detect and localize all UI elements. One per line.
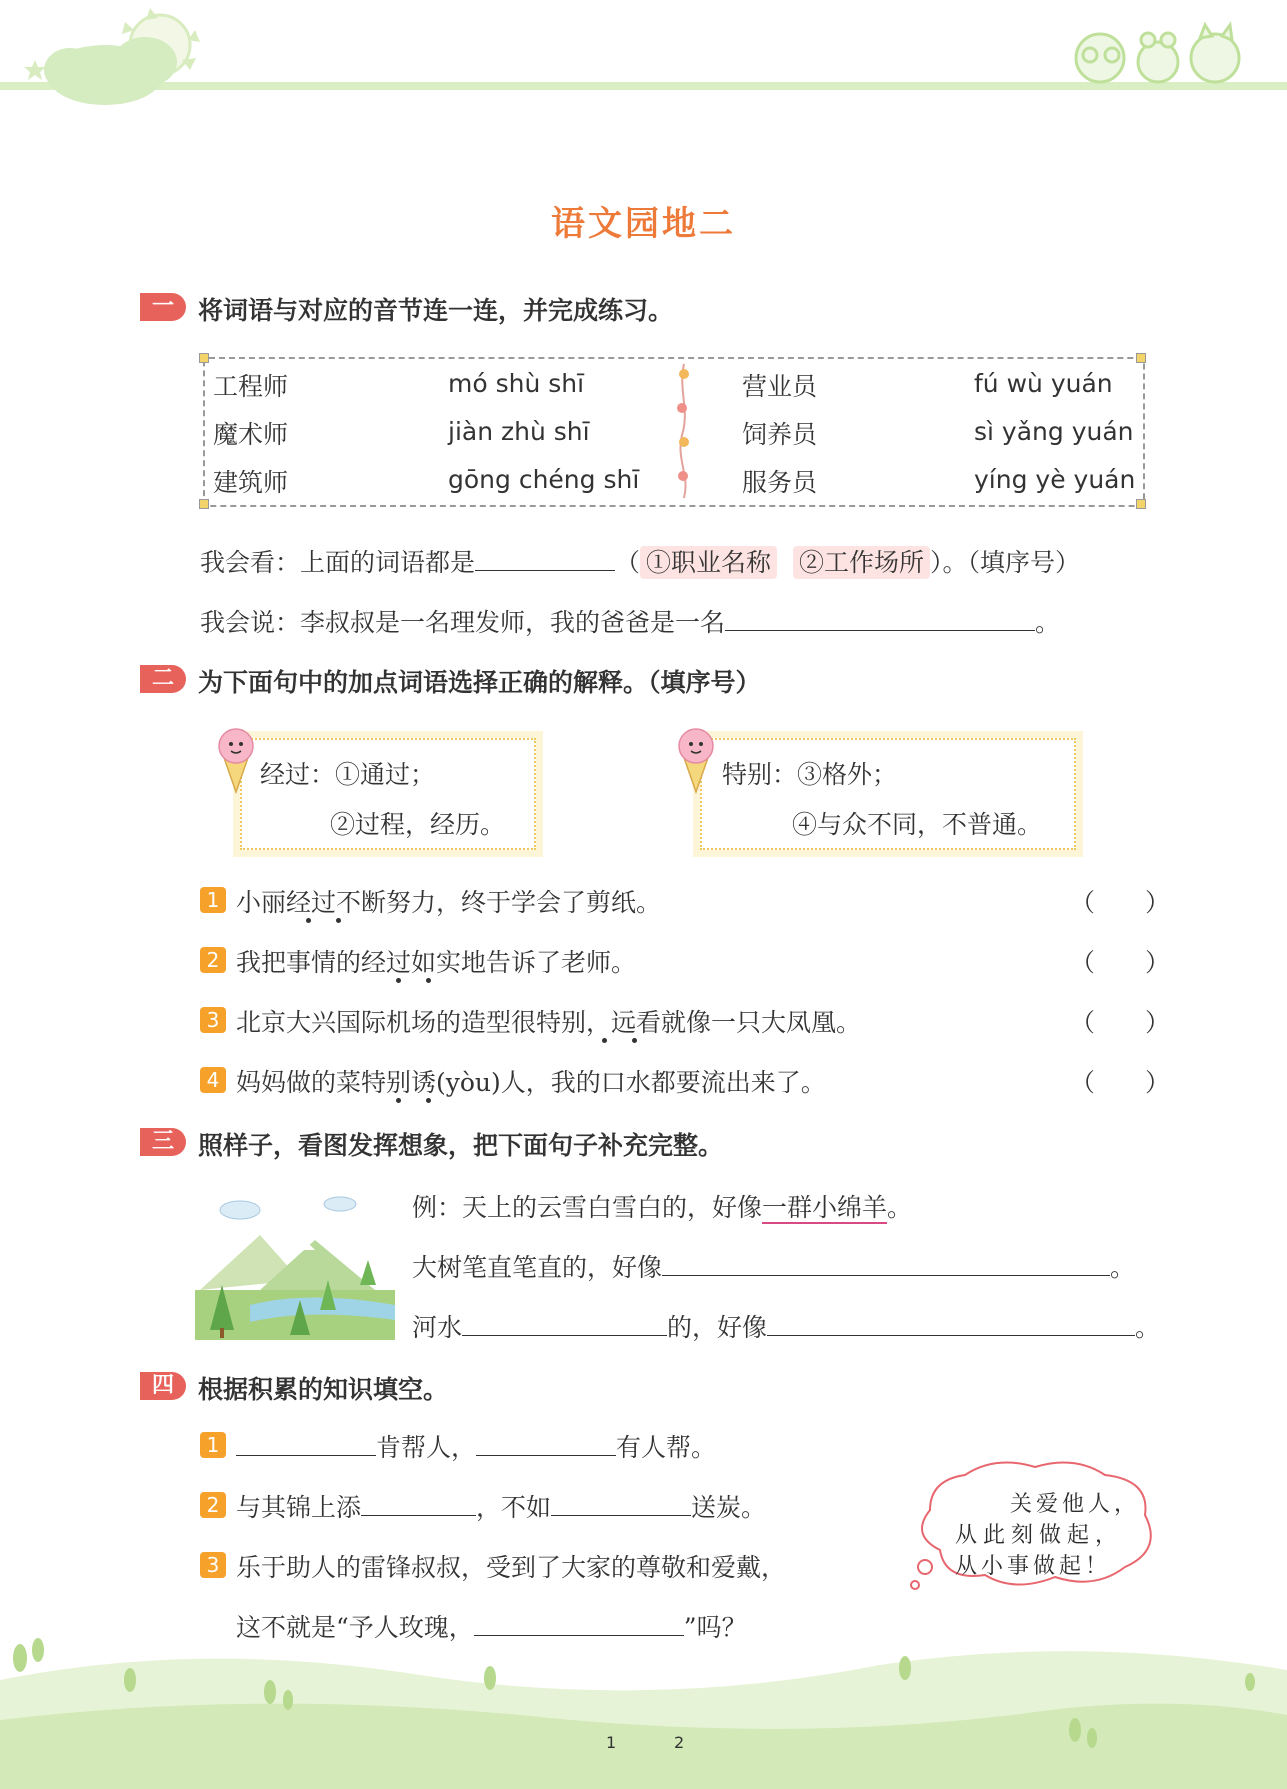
page-number-left: 1 (606, 1733, 617, 1752)
landscape-picture (190, 1190, 400, 1340)
word-right-2[interactable]: 饲养员 (742, 420, 818, 449)
item-badge: 2 (200, 1492, 226, 1518)
fill-line-3a: 乐于助人的雷锋叔叔，受到了大家的尊敬和爱戴， (236, 1553, 787, 1582)
say-prefix: 我会说：李叔叔是一名理发师，我的爸爸是一名 (200, 608, 726, 637)
look-answer-blank[interactable] (475, 548, 615, 571)
cloud-line: 关爱他人， (1010, 1492, 1141, 1517)
option-2-chip: ②工作场所 (793, 546, 930, 579)
cloud-icon (44, 37, 177, 105)
fill-blank[interactable] (551, 1493, 691, 1516)
sentence-line-3 (412, 1308, 1160, 1344)
section-1-badge: 一 (140, 293, 186, 321)
item1-mid: 肯帮人， (376, 1433, 477, 1462)
animal-friends-icon (1076, 25, 1239, 82)
word-left-3[interactable]: 建筑师 (213, 468, 289, 497)
fill-blank[interactable] (361, 1493, 476, 1516)
word-right-1[interactable]: 营业员 (742, 372, 818, 401)
question-text: 我把事情的经过如实地告诉了老师。 (236, 948, 637, 977)
star-icon (24, 60, 46, 80)
answer-parentheses[interactable]: （ ） (1070, 1008, 1171, 1037)
item-badge: 1 (200, 887, 226, 913)
ice-cream-icon (670, 722, 722, 794)
pinyin-left-3[interactable]: gōng chéng shī (448, 465, 640, 494)
box-corner (199, 499, 209, 509)
look-suffix: ）。（填序号） (929, 548, 1080, 577)
pinyin-left-2[interactable]: jiàn zhù shī (448, 417, 590, 446)
answer-parentheses[interactable]: （ ） (1070, 888, 1171, 917)
fill-line-1 (236, 1428, 716, 1464)
item-badge: 3 (200, 1552, 226, 1578)
line2-blank[interactable] (662, 1253, 1110, 1276)
emphasis-dot (426, 1098, 431, 1103)
question-text: 小丽经过不断努力，终于学会了剪纸。 (236, 888, 662, 917)
cloud-line: 从小事做起！ (955, 1554, 1112, 1579)
item2-suffix: 送炭。 (691, 1493, 767, 1522)
section-3-heading: 照样子，看图发挥想象，把下面句子补充完整。 (198, 1131, 724, 1160)
question-text: 妈妈做的菜特别诱(yòu)人，我的口水都要流出来了。 (236, 1068, 826, 1097)
def1-line1: 经过：①通过； (260, 760, 436, 789)
example-line (412, 1188, 912, 1224)
answer-parentheses[interactable]: （ ） (1070, 948, 1171, 977)
section-2-badge: 二 (140, 665, 186, 693)
word-left-1[interactable]: 工程师 (213, 372, 289, 401)
page-title: 语文园地二 (551, 204, 736, 244)
item1-suffix: 有人帮。 (616, 1433, 717, 1462)
emphasis-dot (306, 918, 311, 923)
option-1-chip: ①职业名称 (640, 546, 777, 579)
look-prefix: 我会看：上面的词语都是 (200, 548, 476, 577)
example-underlined: 一群小绵羊 (762, 1193, 888, 1222)
word-left-2[interactable]: 魔术师 (213, 420, 289, 449)
ice-cream-icon (210, 722, 262, 794)
fill-blank[interactable] (476, 1433, 616, 1456)
say-suffix: 。 (1035, 608, 1061, 637)
fill-line-2 (236, 1488, 766, 1524)
emphasis-dot (336, 918, 341, 923)
say-answer-blank[interactable] (725, 608, 1035, 631)
emphasis-dot (396, 978, 401, 983)
fill-blank[interactable] (236, 1433, 376, 1456)
item-badge: 2 (200, 947, 226, 973)
question-text: 北京大兴国际机场的造型很特别，远看就像一只大凤凰。 (236, 1008, 862, 1037)
pinyin-left-1[interactable]: mó shù shī (448, 369, 585, 398)
pinyin-right-2[interactable]: sì yǎng yuán (974, 417, 1134, 446)
section-2-heading: 为下面句中的加点词语选择正确的解释。（填序号） (198, 668, 761, 697)
look-line (200, 543, 1080, 579)
line2-suffix: 。 (1110, 1253, 1136, 1282)
emphasis-dot (602, 1038, 607, 1043)
look-paren-open: （ (615, 548, 641, 577)
def2-line1: 特别：③格外； (722, 760, 898, 789)
line3-blank-2[interactable] (767, 1313, 1135, 1336)
box-corner (1136, 353, 1146, 363)
say-line (200, 603, 1060, 639)
box-corner (1136, 499, 1146, 509)
emphasis-dot (426, 978, 431, 983)
section-4-heading: 根据积累的知识填空。 (198, 1375, 449, 1404)
box-corner (199, 353, 209, 363)
candy-divider-icon (672, 360, 696, 500)
item-badge: 1 (200, 1432, 226, 1458)
example-suffix: 。 (887, 1193, 913, 1222)
line3-prefix: 河水 (412, 1313, 463, 1342)
sentence-line-2 (412, 1248, 1135, 1284)
word-right-3[interactable]: 服务员 (742, 468, 818, 497)
emphasis-dot (632, 1038, 637, 1043)
def2-line2: ④与众不同，不普通。 (792, 810, 1043, 839)
item3-line2-suffix: ”吗？ (683, 1613, 747, 1642)
def1-line2: ②过程，经历。 (330, 810, 506, 839)
footer-hills (0, 1620, 1287, 1789)
line3-mid: 的，好像 (667, 1313, 768, 1342)
example-prefix: 例：天上的云雪白雪白的，好像 (412, 1193, 763, 1222)
section-4-badge: 四 (140, 1372, 186, 1400)
section-1-heading: 将词语与对应的音节连一连，并完成练习。 (198, 296, 674, 325)
item2-prefix: 与其锦上添 (236, 1493, 362, 1522)
answer-parentheses[interactable]: （ ） (1070, 1068, 1171, 1097)
item2-mid: ，不如 (476, 1493, 552, 1522)
line3-blank-1[interactable] (462, 1313, 667, 1336)
pinyin-right-3[interactable]: yíng yè yuán (974, 465, 1136, 494)
page-number-right: 2 (674, 1733, 685, 1752)
line3-suffix: 。 (1135, 1313, 1161, 1342)
item-badge: 4 (200, 1067, 226, 1093)
pinyin-right-1[interactable]: fú wù yuán (974, 369, 1113, 398)
line2-prefix: 大树笔直笔直的，好像 (412, 1253, 663, 1282)
cloud-line: 从此刻做起， (955, 1523, 1124, 1548)
section-3-badge: 三 (140, 1128, 186, 1156)
item-badge: 3 (200, 1007, 226, 1033)
item3-line2-prefix: 这不就是“予人玫瑰， (236, 1613, 474, 1642)
emphasis-dot (396, 1098, 401, 1103)
header-decoration (0, 0, 1287, 120)
